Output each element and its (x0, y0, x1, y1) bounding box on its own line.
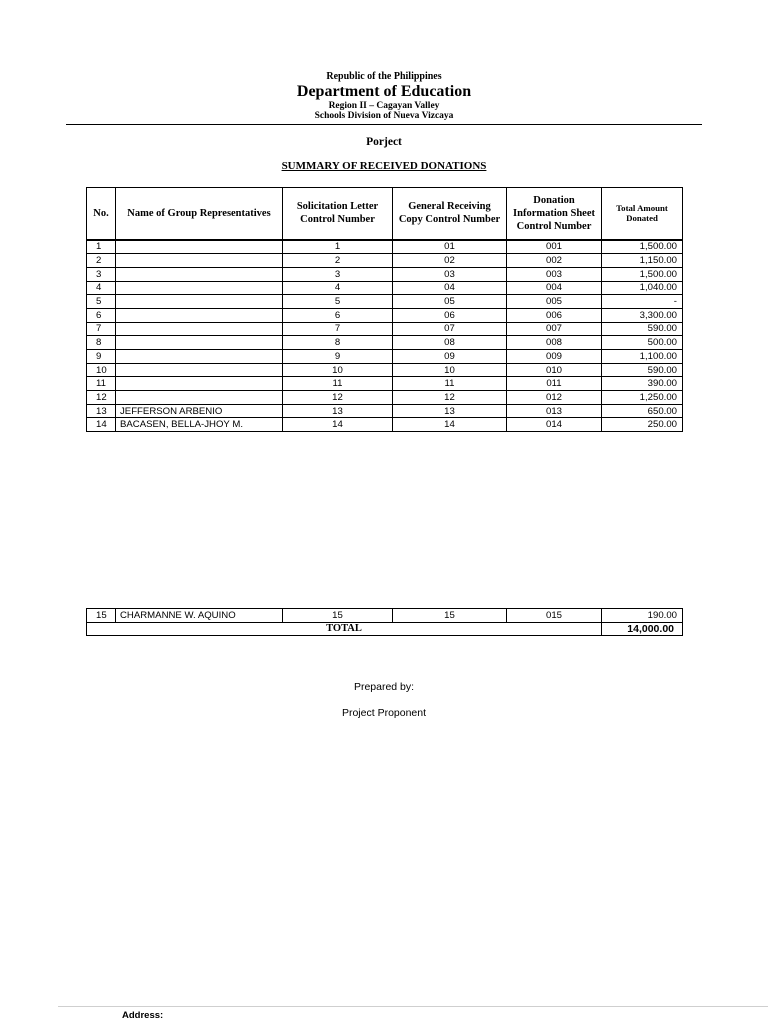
row-solicitation-number: 8 (283, 336, 393, 350)
row-name (116, 322, 283, 336)
row-solicitation-number: 9 (283, 350, 393, 364)
row-solicitation-number: 13 (283, 404, 393, 418)
row-donation-sheet-number: 012 (507, 391, 602, 405)
row-no: 12 (87, 391, 116, 405)
table-body-continued (87, 609, 683, 623)
row-no: 14 (87, 418, 116, 432)
table-row (87, 404, 683, 418)
region-division-heading (0, 101, 768, 121)
row-receiving-number: 13 (393, 404, 507, 418)
row-receiving-number: 14 (393, 418, 507, 432)
row-donation-sheet-number: 003 (507, 267, 602, 281)
row-solicitation-number: 14 (283, 418, 393, 432)
row-no: 5 (87, 295, 116, 309)
col-header-receiving: General Receiving Copy Control Number (393, 188, 507, 240)
row-receiving-number: 01 (393, 240, 507, 254)
row-no: 13 (87, 404, 116, 418)
row-donation-sheet-number: 011 (507, 377, 602, 391)
division-line: Schools Division of Nueva Vizcaya (314, 111, 454, 121)
row-amount: 390.00 (602, 377, 683, 391)
row-donation-sheet-number: 007 (507, 322, 602, 336)
row-receiving-number: 05 (393, 295, 507, 309)
table-row (87, 254, 683, 268)
col-header-no: No. (87, 188, 116, 240)
region-line: Region II – Cagayan Valley (328, 101, 440, 111)
row-solicitation-number: 15 (283, 609, 393, 623)
row-amount: - (602, 295, 683, 309)
footer-divider (58, 1006, 768, 1007)
row-solicitation-number: 10 (283, 363, 393, 377)
row-no: 6 (87, 308, 116, 322)
table-row (87, 295, 683, 309)
row-no: 10 (87, 363, 116, 377)
row-donation-sheet-number: 009 (507, 350, 602, 364)
row-no: 2 (87, 254, 116, 268)
row-solicitation-number: 11 (283, 377, 393, 391)
row-no: 11 (87, 377, 116, 391)
row-solicitation-number: 6 (283, 308, 393, 322)
row-name (116, 281, 283, 295)
summary-title (0, 160, 768, 172)
row-donation-sheet-number: 005 (507, 295, 602, 309)
row-name (116, 350, 283, 364)
row-no: 1 (87, 240, 116, 254)
table-body (87, 240, 683, 432)
col-header-donation-sheet: Donation Information Sheet Control Number (507, 188, 602, 240)
republic-heading: Republic of the Philippines (326, 71, 442, 82)
table-row (87, 609, 683, 623)
row-name (116, 336, 283, 350)
table-row (87, 281, 683, 295)
summary-title-text: SUMMARY OF RECEIVED DONATIONS (281, 160, 487, 172)
row-receiving-number: 06 (393, 308, 507, 322)
department-heading: Department of Education (296, 83, 472, 100)
row-donation-sheet-number: 004 (507, 281, 602, 295)
row-receiving-number: 11 (393, 377, 507, 391)
row-name (116, 254, 283, 268)
row-amount: 590.00 (602, 322, 683, 336)
row-amount: 250.00 (602, 418, 683, 432)
row-amount: 1,040.00 (602, 281, 683, 295)
donations-table (86, 187, 683, 432)
row-solicitation-number: 3 (283, 267, 393, 281)
table-header-row (87, 188, 683, 240)
row-donation-sheet-number: 002 (507, 254, 602, 268)
prepared-by-label: Prepared by: (353, 681, 415, 693)
row-receiving-number: 04 (393, 281, 507, 295)
table-row (87, 350, 683, 364)
col-header-name: Name of Group Representatives (116, 188, 283, 240)
row-donation-sheet-number: 006 (507, 308, 602, 322)
address-label: Address: (122, 1010, 164, 1021)
col-header-amount: Total Amount Donated (602, 188, 683, 240)
row-solicitation-number: 5 (283, 295, 393, 309)
row-name (116, 295, 283, 309)
table-row (87, 377, 683, 391)
row-amount: 1,100.00 (602, 350, 683, 364)
row-name: JEFFERSON ARBENIO (116, 404, 283, 418)
row-donation-sheet-number: 010 (507, 363, 602, 377)
row-receiving-number: 02 (393, 254, 507, 268)
row-amount: 1,250.00 (602, 391, 683, 405)
row-donation-sheet-number: 001 (507, 240, 602, 254)
row-name (116, 308, 283, 322)
table-row (87, 336, 683, 350)
row-receiving-number: 08 (393, 336, 507, 350)
row-donation-sheet-number: 013 (507, 404, 602, 418)
row-receiving-number: 07 (393, 322, 507, 336)
project-proponent-label: Project Proponent (341, 707, 427, 719)
row-name (116, 363, 283, 377)
row-receiving-number: 12 (393, 391, 507, 405)
header-divider (66, 124, 702, 125)
row-amount: 1,500.00 (602, 267, 683, 281)
row-amount: 1,500.00 (602, 240, 683, 254)
row-no: 3 (87, 267, 116, 281)
row-receiving-number: 03 (393, 267, 507, 281)
row-name (116, 377, 283, 391)
total-label: TOTAL (87, 622, 602, 635)
table-row (87, 267, 683, 281)
table-row (87, 322, 683, 336)
project-label: Porject (366, 136, 402, 148)
donations-table-continued (86, 608, 683, 636)
row-amount: 1,150.00 (602, 254, 683, 268)
row-amount: 190.00 (602, 609, 683, 623)
table-row (87, 308, 683, 322)
row-receiving-number: 10 (393, 363, 507, 377)
row-donation-sheet-number: 014 (507, 418, 602, 432)
row-amount: 650.00 (602, 404, 683, 418)
table-row (87, 363, 683, 377)
col-header-solicitation: Solicitation Letter Control Number (283, 188, 393, 240)
row-name (116, 267, 283, 281)
row-amount: 3,300.00 (602, 308, 683, 322)
row-no: 15 (87, 609, 116, 623)
row-receiving-number: 15 (393, 609, 507, 623)
total-row (87, 622, 683, 635)
row-solicitation-number: 12 (283, 391, 393, 405)
row-name (116, 391, 283, 405)
row-solicitation-number: 4 (283, 281, 393, 295)
row-no: 4 (87, 281, 116, 295)
row-name: CHARMANNE W. AQUINO (116, 609, 283, 623)
row-receiving-number: 09 (393, 350, 507, 364)
table-row (87, 418, 683, 432)
row-name: BACASEN, BELLA-JHOY M. (116, 418, 283, 432)
row-no: 7 (87, 322, 116, 336)
table-row (87, 391, 683, 405)
row-donation-sheet-number: 008 (507, 336, 602, 350)
total-amount: 14,000.00 (602, 622, 683, 635)
row-no: 8 (87, 336, 116, 350)
row-amount: 590.00 (602, 363, 683, 377)
row-solicitation-number: 1 (283, 240, 393, 254)
row-solicitation-number: 7 (283, 322, 393, 336)
table-row (87, 240, 683, 254)
row-donation-sheet-number: 015 (507, 609, 602, 623)
row-no: 9 (87, 350, 116, 364)
row-solicitation-number: 2 (283, 254, 393, 268)
row-name (116, 240, 283, 254)
row-amount: 500.00 (602, 336, 683, 350)
